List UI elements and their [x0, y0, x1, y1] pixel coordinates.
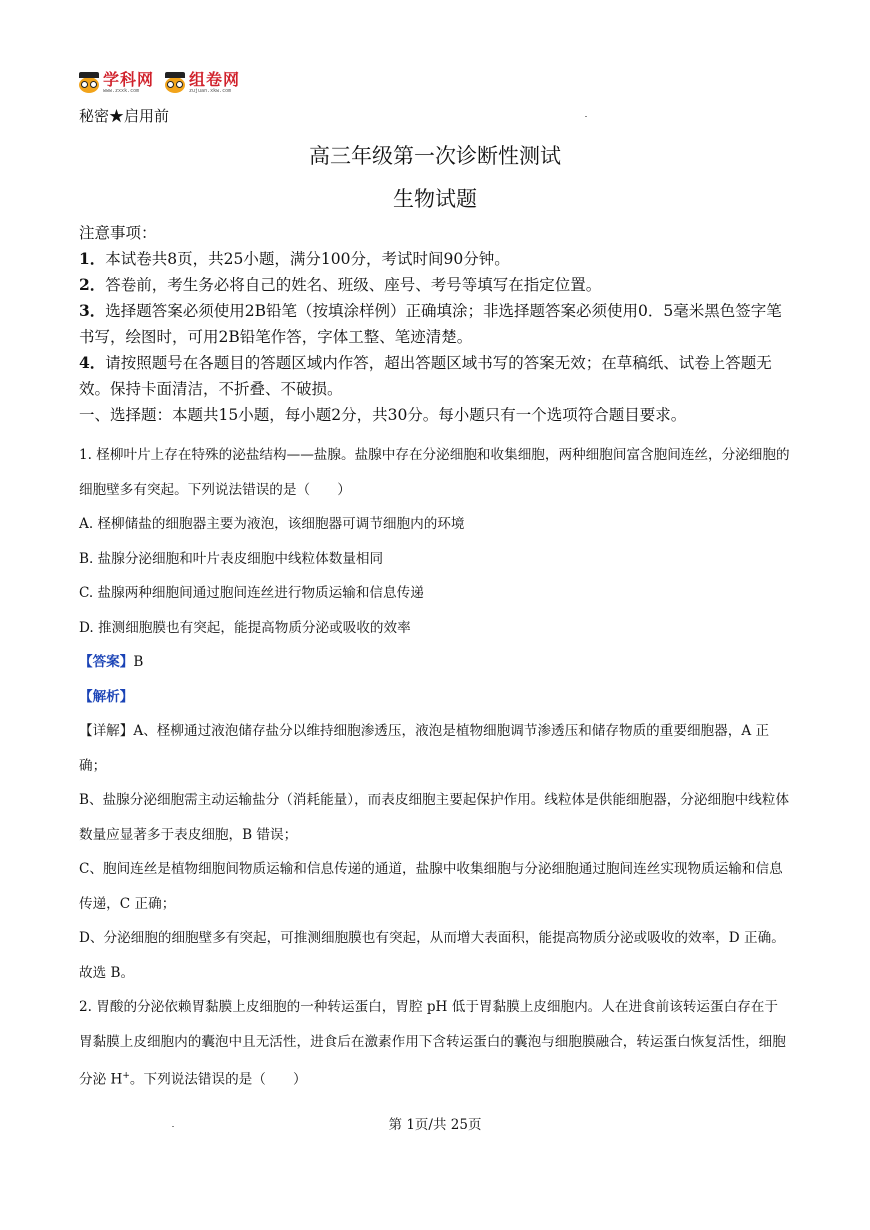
question-2-stem: 2. 胃酸的分泌依赖胃黏膜上皮细胞的一种转运蛋白，胃腔 pH 低于胃黏膜上皮细胞内。人在进食前该转运蛋白存在于胃黏膜上皮细胞内的囊泡中且无活性，进食后在激素作用下含转运蛋白的囊泡与细胞膜融合，转运蛋白恢复活性，细胞分泌 H+。下列说法错误的是（ ）	[79, 999, 786, 1088]
logo-url: zujuan.xkw.com	[189, 88, 232, 94]
logo-name: 学科网	[103, 70, 155, 89]
detail-c: C、胞间连丝是植物细胞间物质运输和信息传递的通道，盐腺中收集细胞与分泌细胞通过胞间连丝实现物质运输和信息传递，C 正确；	[79, 861, 783, 912]
answer-line	[79, 645, 791, 680]
answer-label: 【答案】	[79, 654, 134, 670]
secret-label: 秘密★启用前	[79, 107, 170, 125]
superscript: +	[122, 1071, 130, 1081]
xkw-logo	[78, 72, 154, 94]
question-1	[79, 438, 791, 1097]
note-item: 3．选择题答案必须使用2B铅笔（按填涂样例）正确填涂；非选择题答案必须使用0．5毫米黑色签字笔书写，绘图时，可用2B铅笔作答，字体工整、笔迹清楚。	[79, 301, 782, 346]
detail-label: 【详解】	[79, 723, 134, 739]
notes-heading: 注意事项：	[79, 224, 157, 242]
analysis-line	[79, 680, 791, 715]
exam-title: 高三年级第一次诊断性测试	[309, 144, 561, 168]
section-heading: 一、选择题：本题共15小题，每小题2分，共30分。每小题只有一个选项符合题目要求。	[79, 406, 687, 424]
option-d: D. 推测细胞膜也有突起，能提高物质分泌或吸收的效率	[79, 619, 411, 636]
logo-bar	[78, 70, 240, 96]
owl-icon	[164, 72, 186, 94]
note-item: 4．请按照题号在各题目的答题区域内作答，超出答题区域书写的答案无效；在草稿纸、试卷上答题无效。保持卡面清洁，不折叠、不破损。	[79, 353, 772, 398]
note-item: 1．本试卷共8页，共25小题，满分100分，考试时间90分钟。	[79, 249, 510, 268]
analysis-label: 【解析】	[79, 688, 134, 705]
subject-title: 生物试题	[393, 187, 477, 211]
answer-value: B	[133, 654, 144, 670]
detail-a: 【详解】A、柽柳通过液泡储存盐分以维持细胞渗透压，液泡是植物细胞调节渗透压和储存物质的重要细胞器，A 正确；	[79, 723, 770, 774]
note-item: 2．答卷前，考生务必将自己的姓名、班级、座号、考号等填写在指定位置。	[79, 275, 602, 294]
question-stem: 1. 柽柳叶片上存在特殊的泌盐结构——盐腺。盐腺中存在分泌细胞和收集细胞，两种细胞间富含胞间连丝，分泌细胞的细胞壁多有突起。下列说法错误的是（ ）	[79, 447, 790, 498]
detail-d: D、分泌细胞的细胞壁多有突起，可推测细胞膜也有突起，从而增大表面积，能提高物质分泌或吸收的效率，D 正确。	[79, 930, 785, 946]
zujuan-logo	[164, 72, 240, 94]
option-a: A. 柽柳储盐的细胞器主要为液泡，该细胞器可调节细胞内的环境	[79, 516, 465, 532]
option-c: C. 盐腺两种细胞间通过胞间连丝进行物质运输和信息传递	[79, 585, 424, 601]
exam-notes	[79, 220, 789, 428]
page-footer: 第 1页/共 25页	[388, 1117, 482, 1133]
option-b: B. 盐腺分泌细胞和叶片表皮细胞中线粒体数量相同	[79, 550, 384, 567]
logo-name: 组卷网	[189, 70, 241, 89]
owl-icon	[78, 72, 100, 94]
conclusion: 故选 B。	[79, 964, 135, 981]
detail-b: B、盐腺分泌细胞需主动运输盐分（消耗能量），而表皮细胞主要起保护作用。线粒体是供能细胞器，分泌细胞中线粒体数量应显著多于表皮细胞，B 错误；	[79, 792, 790, 843]
logo-url: www.zxxk.com	[103, 88, 140, 94]
